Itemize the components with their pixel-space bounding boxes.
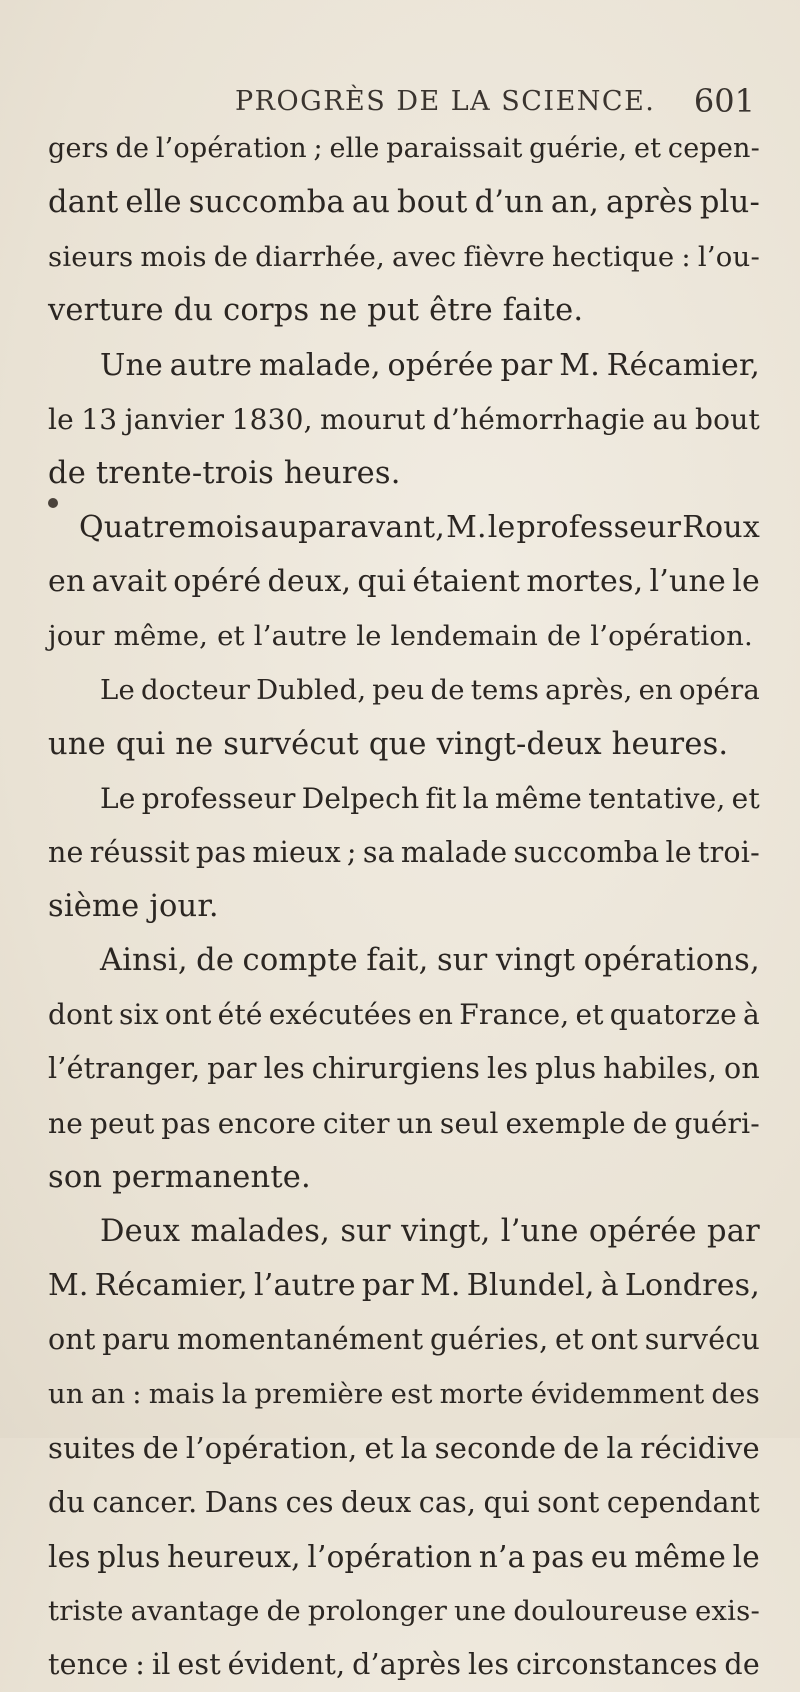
word: Le [100,781,136,815]
text-line [48,447,760,501]
word: elle [329,133,380,164]
word: professeur [516,509,682,545]
word: fait, [366,943,429,979]
text-line [48,1151,760,1205]
word: prolonger [307,1594,448,1627]
word: ne [48,835,84,869]
word: opérée [588,1213,697,1249]
word: opérée [387,347,494,383]
text-line [48,826,760,880]
word: la [221,1378,248,1411]
word: même [634,1539,726,1574]
text-line [48,339,760,393]
running-title: PROGRÈS DE LA SCIENCE. [235,86,656,117]
word: hectique [551,241,675,274]
text-line [48,663,760,717]
word: douloureuse [513,1594,688,1627]
word: : [135,1647,146,1681]
word: est [390,1378,433,1411]
word: tence [48,1647,129,1681]
word: même [495,781,583,815]
word: en [638,674,673,707]
word: compte [242,943,358,979]
page-number: 601 [693,82,755,120]
word: opéra [678,674,760,707]
word: par [500,347,553,383]
body-text [48,122,760,1692]
word: le [48,402,74,436]
word: sont [537,1485,600,1519]
word: n’a [478,1539,526,1574]
word: heureux, [167,1539,301,1574]
word: l’ou- [697,241,760,274]
word: citer [322,1106,390,1140]
word: au [652,402,688,436]
text-line [48,1259,760,1313]
word: de [632,1106,668,1140]
text-line [48,718,760,772]
word: le [487,509,516,545]
word: après [605,185,693,221]
word: Deux [100,1213,181,1249]
word: opérations, [583,943,760,979]
text-line [48,176,760,230]
word: il [151,1647,171,1681]
word: eu [590,1539,628,1574]
word: de [724,1647,760,1681]
word: habiles, [603,1052,718,1086]
text-line [48,393,760,447]
word: de [563,1431,600,1466]
word: circonstances [515,1647,718,1681]
word: été [217,998,263,1032]
word: guéries, [430,1323,549,1357]
text-line [48,934,760,988]
word: exis- [694,1594,760,1627]
word: 13 [81,402,118,436]
ink-dot-mark [48,498,58,508]
word: encore [217,1106,317,1140]
word: seconde [434,1431,557,1466]
word: plu- [699,185,760,221]
word: l’autre [253,1267,356,1303]
word: ont [590,1323,639,1357]
word: tems [470,674,540,707]
word: bout [397,185,468,221]
word: fièvre [463,241,545,274]
word: première [254,1378,384,1411]
word: qui [483,1485,530,1519]
word: en [418,998,454,1032]
text-line-content: sième jour. [48,888,219,924]
word: l’une [649,564,727,600]
word: l’une [500,1213,579,1249]
word: ; [346,835,357,869]
word: pas [161,1106,211,1140]
word: peu [372,674,425,707]
word: Roux [682,509,760,545]
word: deux [341,1485,412,1519]
word: momentanément [176,1323,424,1357]
word: guérie, [529,133,628,164]
word: après, [545,674,633,707]
word: succomba [188,185,345,221]
word: six [118,998,159,1032]
text-line [48,1476,760,1530]
word: de [266,1594,301,1627]
text-line [48,122,760,176]
word: mortes, [526,564,644,600]
word: d’après [352,1647,462,1681]
text-line-content: son permanente. [48,1159,311,1195]
word: l’opération, [185,1431,358,1466]
word: et [575,998,604,1032]
word: Dans [204,1485,279,1519]
word: janvier [124,402,225,436]
text-line [48,1367,760,1421]
word: vingt, [401,1213,491,1249]
word: dont [48,998,113,1032]
word: qui [357,564,407,600]
word: Delpech [301,781,420,815]
word: de [142,1431,179,1466]
word: seul [439,1106,499,1140]
word: survécu [644,1323,760,1357]
word: ont [48,1323,96,1357]
word: professeur [141,781,296,815]
text-line [48,284,760,338]
word: l’opération [155,133,307,164]
word: de [213,241,249,274]
word: l’étranger, [48,1052,201,1086]
word: avec [392,241,457,274]
word: M. [559,347,600,383]
word: succomba [513,835,660,869]
text-line [48,772,760,826]
word: malade [400,835,508,869]
word: en [48,564,86,600]
word: an [90,1378,126,1411]
word: mourut [320,402,426,436]
text-line [48,1097,760,1151]
word: la [606,1431,634,1466]
word: le [732,1539,760,1574]
word: Une [100,347,163,383]
word: : [132,1378,142,1411]
word: paru [102,1323,171,1357]
word: fit [425,781,457,815]
word: paraissait [386,133,523,164]
word: et [731,781,760,815]
word: Ainsi, [100,943,188,979]
word: d’hémorrhagie [432,402,646,436]
word: récidive [640,1431,760,1466]
word: Londres, [624,1267,760,1303]
word: de [430,674,465,707]
word: 1830, [231,402,313,436]
text-line-content: verture du corps ne put être faite. [48,293,584,329]
text-line [48,1638,760,1692]
text-line [48,555,760,609]
word: guéri- [674,1106,760,1140]
text-line [48,988,760,1042]
word: cancer. [92,1485,198,1519]
word: M. [419,1267,461,1303]
word: triste [48,1594,124,1627]
text-line [48,1530,760,1584]
word: Récamier, [606,347,760,383]
word: par [707,1213,760,1249]
word: le [732,564,760,600]
running-head [235,82,755,122]
word: une [454,1594,507,1627]
word: exécutées [268,998,412,1032]
word: un [48,1378,84,1411]
word: sieurs [48,241,134,274]
word: ne [48,1106,84,1140]
text-line [48,1042,760,1096]
word: : [681,241,691,274]
word: de [196,943,235,979]
word: des [711,1378,760,1411]
word: diarrhée, [255,241,385,274]
word: ont [164,998,212,1032]
word: on [724,1052,760,1086]
word: pas [195,835,247,869]
word: les [48,1539,91,1574]
word: malades, [190,1213,331,1249]
word: l’opération [307,1539,473,1574]
word: à [600,1267,619,1303]
word: au [351,185,391,221]
word: plus [97,1539,161,1574]
word: sur [436,943,488,979]
word: M. [48,1267,89,1303]
word: un [396,1106,434,1140]
word: les [487,1052,529,1086]
word: Le [100,674,135,707]
word: sur [340,1213,391,1249]
text-line [48,1313,760,1367]
word: gers [48,133,109,164]
word: troi- [697,835,760,869]
text-line [48,230,760,284]
text-line [48,1205,760,1259]
word: le [665,835,692,869]
word: vingt [495,943,576,979]
word: docteur [140,674,251,707]
word: pas [532,1539,585,1574]
word: évidemment [530,1378,705,1411]
text-line [48,880,760,934]
word: la [462,781,489,815]
word: par [207,1052,257,1086]
word: suites [48,1431,136,1466]
word: Récamier, [94,1267,248,1303]
word: de [115,133,150,164]
text-line-content: de trente-trois heures. [48,455,401,491]
word: quatorze [609,998,737,1032]
text-line [48,501,760,555]
word: du [48,1485,85,1519]
word: dant [48,185,119,221]
word: mois [187,509,260,545]
word: d’un [474,185,544,221]
word: mois [140,241,207,274]
word: les [263,1052,305,1086]
word: et [364,1431,394,1466]
word: cepen- [667,133,760,164]
word: Blundel, [466,1267,595,1303]
word: à [742,998,760,1032]
word: deux, [267,564,352,600]
word: malade, [258,347,381,383]
text-line [48,1584,760,1638]
word: par [361,1267,414,1303]
text-line [48,609,760,663]
word: an, [550,185,599,221]
text-line [48,1421,760,1475]
word: et [555,1323,584,1357]
word: cas, [418,1485,477,1519]
text-line-content: une qui ne survécut que vingt-deux heures. [48,726,729,762]
word: Quatre [79,509,187,545]
word: avantage [130,1594,260,1627]
word: France, [459,998,570,1032]
word: chirurgiens [311,1052,481,1086]
word: cependant [606,1485,760,1519]
word: bout [695,402,760,436]
word: la [400,1431,428,1466]
word: et [633,133,662,164]
word: autre [169,347,253,383]
word: étaient [412,564,521,600]
word: mieux [252,835,341,869]
word: évident, [227,1647,346,1681]
word: Dubled, [256,674,367,707]
word: M. [446,509,487,545]
word: les [467,1647,510,1681]
word: elle [125,185,182,221]
word: auparavant, [260,509,446,545]
word: sa [362,835,395,869]
word: réussit [89,835,190,869]
word: tentative, [588,781,726,815]
word: plus [535,1052,597,1086]
word: peut [89,1106,155,1140]
word: est [177,1647,221,1681]
word: ces [285,1485,334,1519]
word: ; [313,133,323,164]
text-line-content: jour même, et l’autre le lendemain de l’opération. [48,620,753,653]
word: exemple [505,1106,626,1140]
word: opéré [173,564,262,600]
word: avait [91,564,168,600]
word: morte [439,1378,524,1411]
word: mais [148,1378,215,1411]
